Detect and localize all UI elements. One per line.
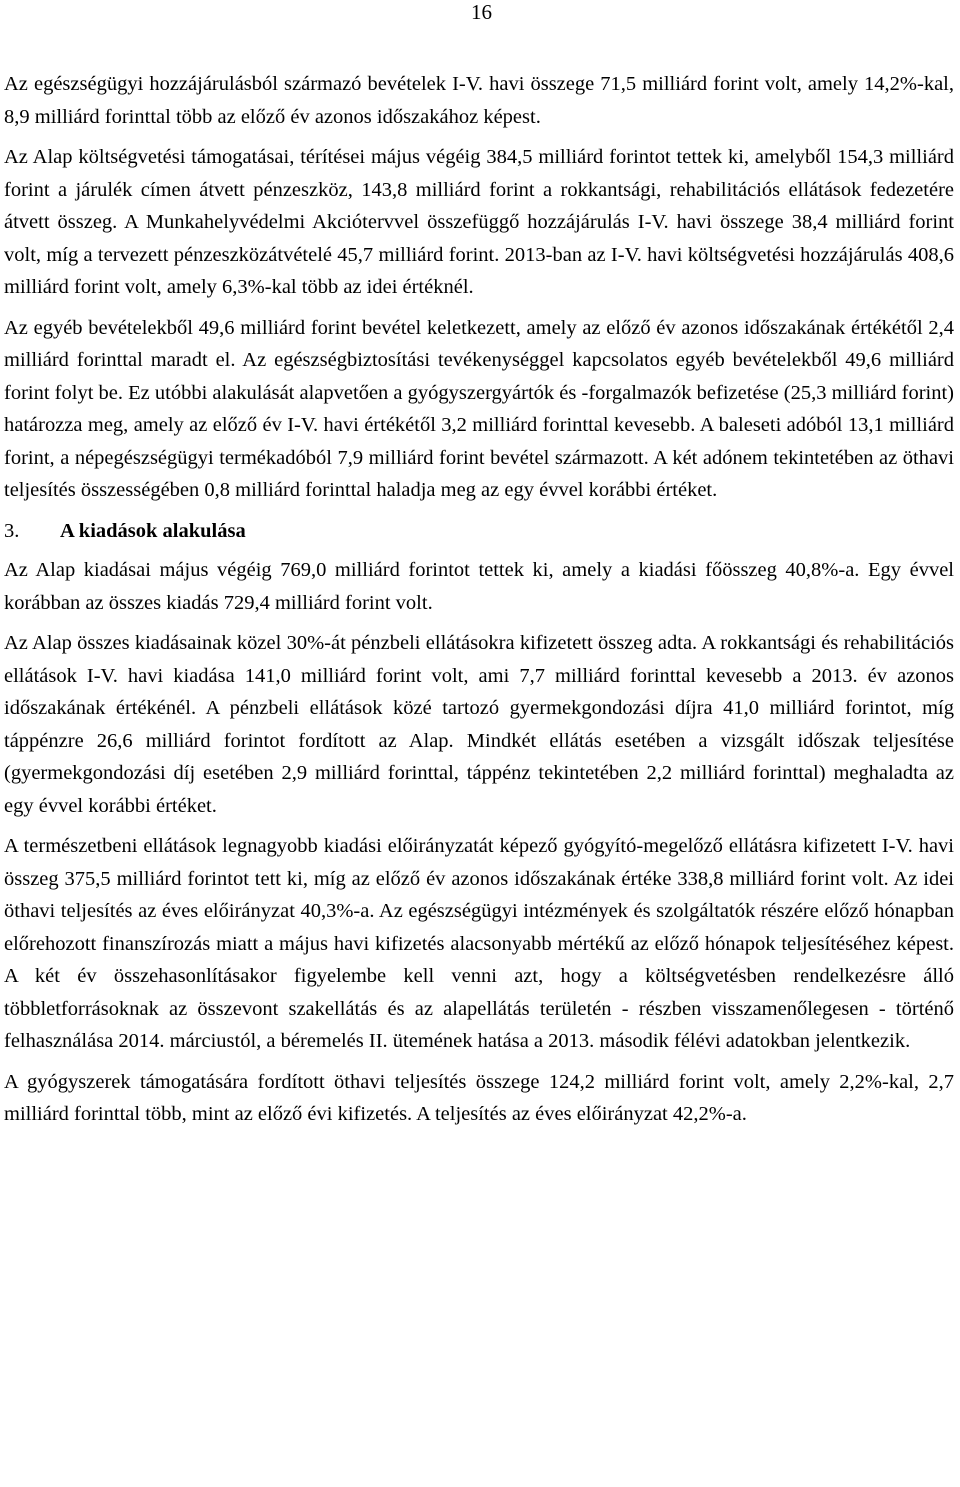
- section-number: 3.: [4, 519, 20, 542]
- paragraph-budget-support: Az Alap költségvetési támogatásai, térítései május végéig 384,5 milliárd forintot tettek ki, amelyből 154,3 milliárd forint a járulék címen átvett pénzeszköz, 143,8 milliárd forint a rokkantsági, rehabilitációs ellátások fedezetére átvett összeg. A Munkahelyvédelmi Akciótervvel összefüggő hozzájárulás I-V. havi összege 38,4 milliárd forint volt, míg a tervezett pénzeszközátvételé 45,7 milliárd forint. 2013-ban az I-V. havi költségvetési hozzájárulás 408,6 milliárd forint volt, amely 6,3%-kal több az idei értéknél.: [4, 146, 954, 298]
- paragraph-expenditures: Az Alap kiadásai május végéig 769,0 milliárd forintot tettek ki, amely a kiadási főösszeg 40,8%-a. Egy évvel korábban az összes kiadás 729,4 milliárd forint volt.: [4, 559, 954, 614]
- paragraph-cash-benefits: Az Alap összes kiadásainak közel 30%-át pénzbeli ellátásokra kifizetett összeg adta. A rokkantsági és rehabilitációs ellátások I-V. havi kiadása 141,0 milliárd forint volt, ami 7,7 milliárd forinttal kevesebb a 2013. év azonos időszakának értékénél. A pénzbeli ellátások közé tartozó gyermekgondozási díjra 41,0 milliárd forintot, míg táppénzre 26,6 milliárd forintot fordított az Alap. Mindkét ellátás esetében a vizsgált időszak teljesítése (gyermekgondozási díj esetében 2,9 milliárd forinttal, táppénz tekintetében 2,2 milliárd forinttal) meghaladta az egy évvel korábbi értéket.: [4, 632, 954, 817]
- paragraph-in-kind-benefits: A természetbeni ellátások legnagyobb kiadási előirányzatát képező gyógyító-megelőző ellátásra kifizetett I-V. havi összeg 375,5 milliárd forintot tett ki, míg az előző év azonos időszakának értéke 338,8 milliárd forint volt. Az idei öthavi teljesítés az éves előirányzat 40,3%-a. Az egészségügyi intézmények és szolgáltatók részére előző hónapban előrehozott finanszírozás miatt a május havi kifizetés alacsonyabb mértékű az előző hónapok teljesítéséhez képest. A két év összehasonlításakor figyelembe kell venni azt, hogy a költségvetésben rendelkezésre álló többletforrásoknak az összevont szakellátás és az alapellátás területén - részben visszamenőlegesen - történő felhasználása 2014. márciustól, a béremelés II. ütemének hatása a 2013. második félévi adatokban jelentkezik.: [4, 835, 954, 1052]
- section-heading: [4, 515, 954, 548]
- paragraph-health-contribution: Az egészségügyi hozzájárulásból származó bevételek I-V. havi összege 71,5 milliárd forint volt, amely 14,2%-kal, 8,9 milliárd forinttal több az előző év azonos időszakához képest.: [4, 73, 954, 128]
- paragraph-other-revenues: Az egyéb bevételekből 49,6 milliárd forint bevétel keletkezett, amely az előző év azonos időszakának értékétől 2,4 milliárd forinttal maradt el. Az egészségbiztosítási tevékenységgel kapcsolatos egyéb bevételekből 49,6 milliárd forint folyt be. Ez utóbbi alakulását alapvetően a gyógyszergyártók és -forgalmazók befizetése (25,3 milliárd forint) határozza meg, amely az előző év I-V. havi értékétől 3,2 milliárd forinttal kevesebb. A baleseti adóból 13,1 milliárd forint, a népegészségügyi termékadóból 7,9 milliárd forint bevétel származott. A két adónem tekintetében az öthavi teljesítés összességében 0,8 milliárd forinttal haladja meg az egy évvel korábbi értéket.: [4, 316, 954, 501]
- section-title: A kiadások alakulása: [60, 519, 246, 542]
- document-body: [4, 68, 954, 1139]
- page-number: 16: [471, 0, 492, 24]
- paragraph-drug-subsidies: A gyógyszerek támogatására fordított öthavi teljesítés összege 124,2 milliárd forint volt, amely 2,2%-kal, 2,7 milliárd forinttal több, mint az előző évi kifizetés. A teljesítés az éves előirányzat 42,2%-a.: [4, 1070, 954, 1125]
